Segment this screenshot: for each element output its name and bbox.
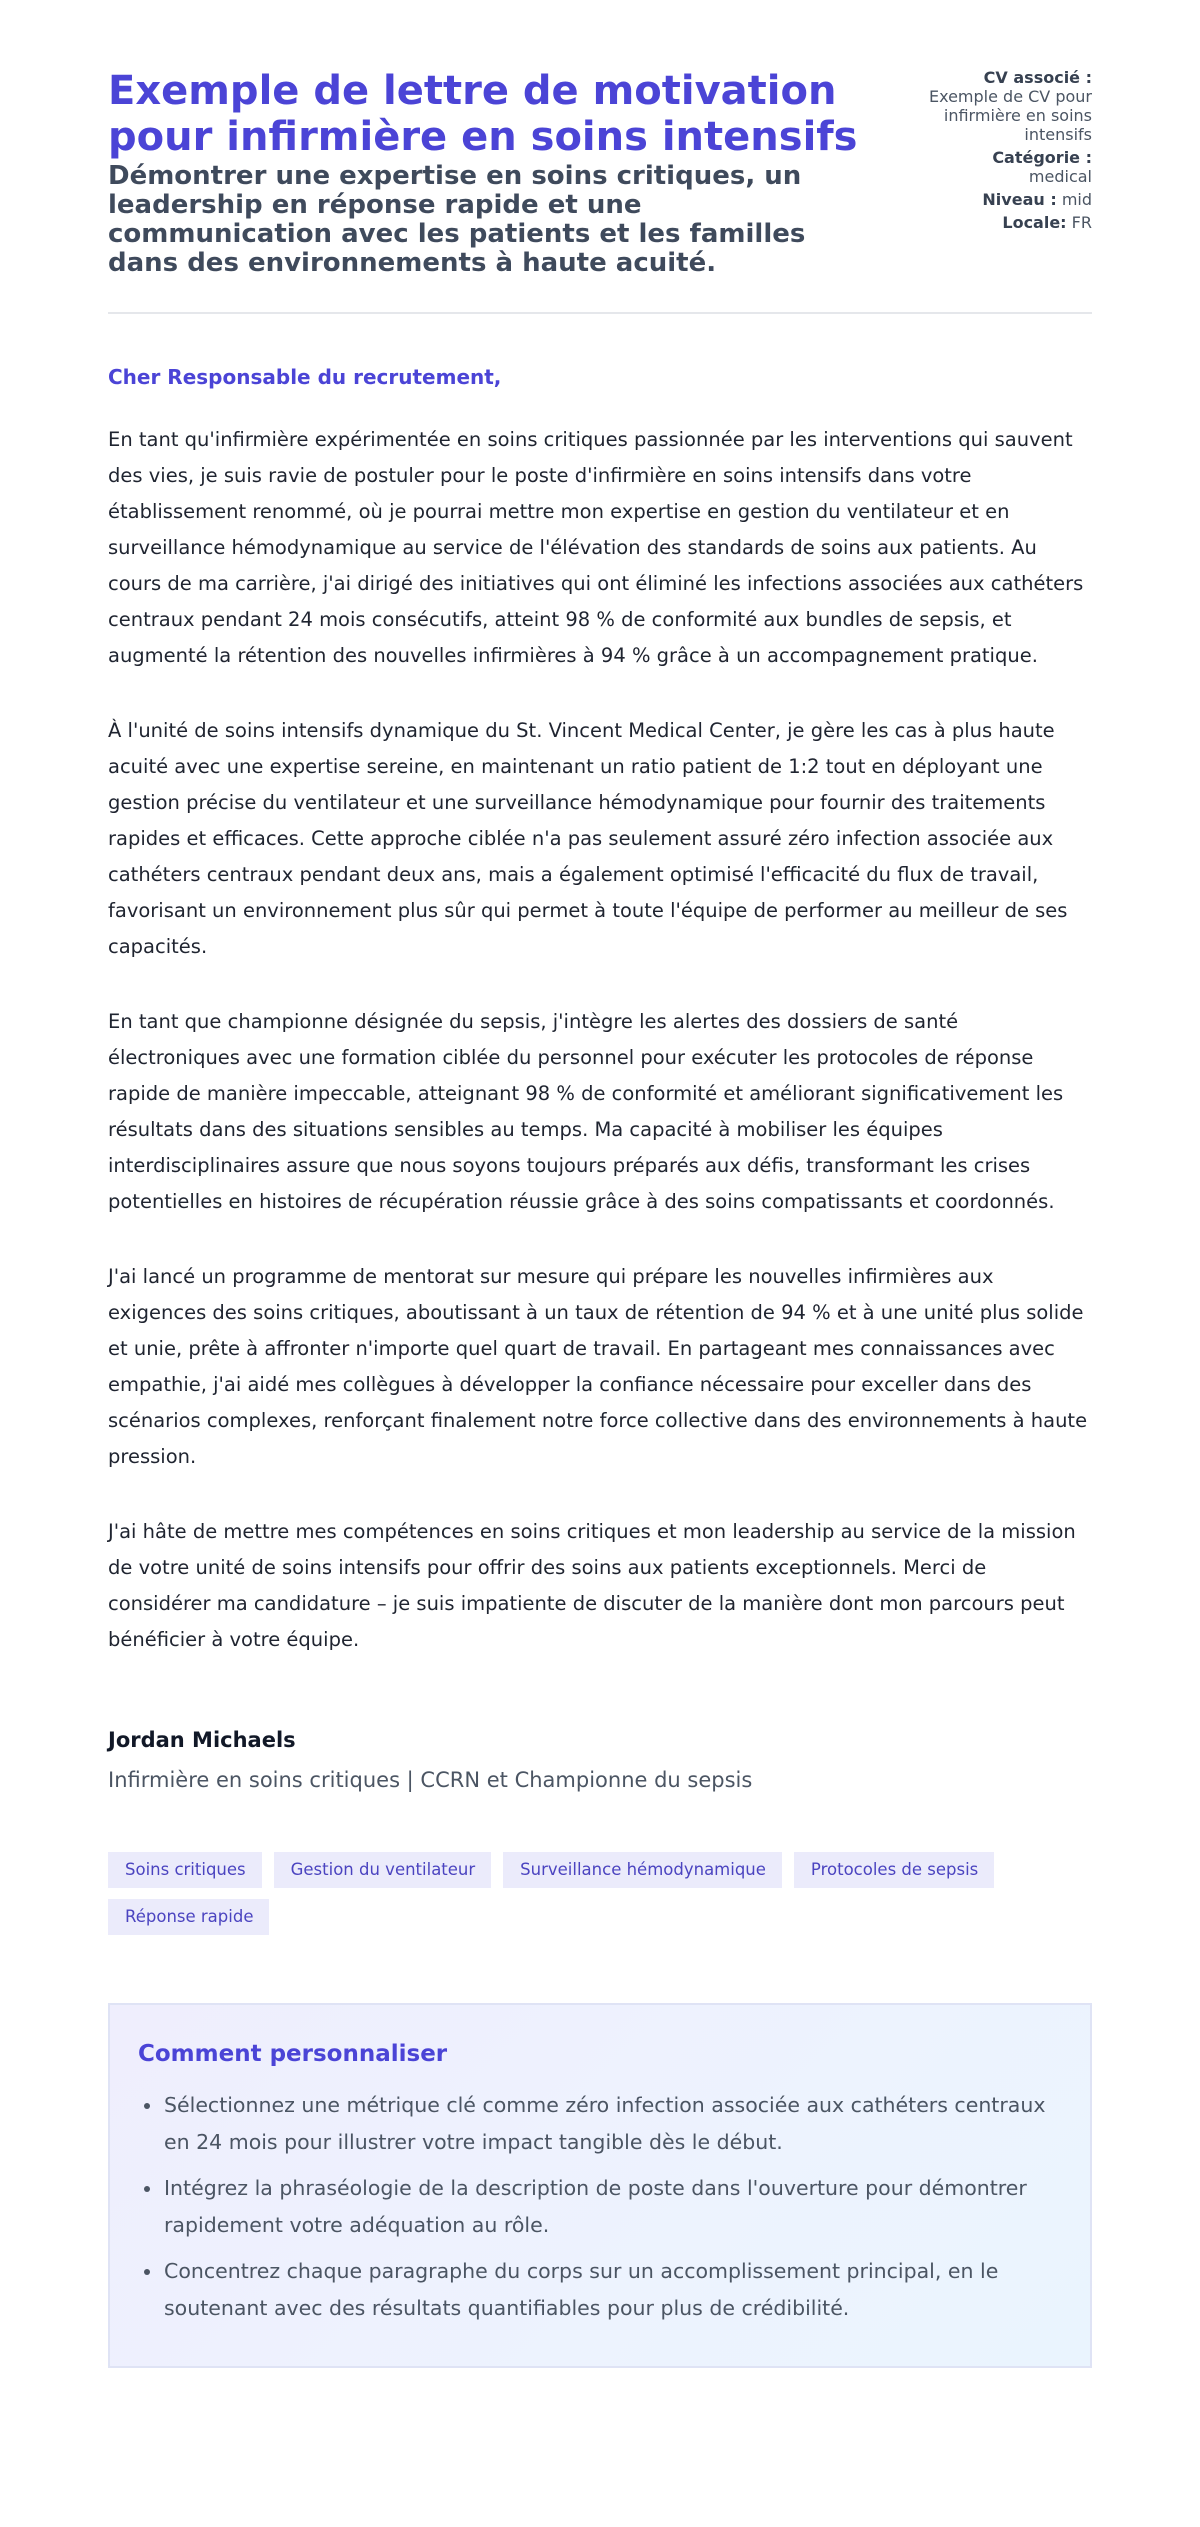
signature-title: Infirmière en soins critiques | CCRN et Championne du sepsis [108, 1768, 753, 1792]
letter-paragraph-2: À l'unité de soins intensifs dynamique du St. Vincent Medical Center, je gère les cas à plus haute acuité avec une expertise sereine, en maintenant un ratio patient de 1:2 tout en déployant une gestion précise du ventilateur et une surveillance hémodynamique pour fournir des traitements rapides et efficaces. Cette approche ciblée n'a pas seulement assuré zéro infection associée aux cathéters centraux pendant deux ans, mais a également optimisé l'efficacité du flux de travail, favorisant un environnement plus sûr qui permet à toute l'équipe de performer au meilleur de ses capacités. [108, 719, 1068, 958]
meta-locale-label: Locale: [1002, 213, 1067, 232]
letter-paragraph-3: En tant que championne désignée du sepsis, j'intègre les alertes des dossiers de santé électroniques avec une formation ciblée du personnel pour exécuter les protocoles de réponse rapide de manière impeccable, atteignant 98 % de conformité et améliorant significativement les résultats dans des situations sensibles au temps. Ma capacité à mobiliser les équipes interdisciplinaires assure que nous soyons toujours préparés aux défis, transformant les crises potentielles en histoires de récupération réussie grâce à des soins compatissants et coordonnés. [108, 1010, 1064, 1213]
tips-list [138, 2087, 1060, 2327]
meta-category-label: Catégorie : [992, 148, 1092, 167]
tip-item: Intégrez la phraséologie de la description de poste dans l'ouverture pour démontrer rapidement votre adéquation au rôle. [164, 2170, 1060, 2244]
page-title: Exemple de lettre de motivation pour infirmière en soins intensifs [108, 68, 858, 160]
letter-paragraph-1: En tant qu'infirmière expérimentée en soins critiques passionnée par les interventions qui sauvent des vies, je suis ravie de postuler pour le poste d'infirmière en soins intensifs dans votre établissement renommé, où je pourrai mettre mon expertise en gestion du ventilateur et en surveillance hémodynamique au service de l'élévation des standards de soins aux patients. Au cours de ma carrière, j'ai dirigé des initiatives qui ont éliminé les infections associées aux cathéters centraux pendant 24 mois consécutifs, atteint 98 % de conformité aux bundles de sepsis, et augmenté la rétention des nouvelles infirmières à 94 % grâce à un accompagnement pratique. [108, 428, 1084, 667]
skill-tags [108, 1852, 1092, 1935]
letter-paragraph-5: J'ai hâte de mettre mes compétences en soins critiques et mon leadership au service de la mission de votre unité de soins intensifs pour offrir des soins aux patients exceptionnels. Merci de considérer ma candidature – je suis impatiente de discuter de la manière dont mon parcours peut bénéficier à votre équipe. [108, 1520, 1076, 1651]
meta-level-label: Niveau : [982, 190, 1057, 209]
tips-title: Comment personnaliser [138, 2041, 448, 2067]
meta-category-value: medical [1028, 167, 1092, 186]
tag-gestion-ventilateur[interactable]: Gestion du ventilateur [274, 1852, 492, 1888]
meta-cv-label: CV associé : [983, 68, 1092, 87]
tag-reponse-rapide[interactable]: Réponse rapide [108, 1899, 269, 1935]
cover-letter-page [108, 0, 1092, 2424]
signature-name: Jordan Michaels [108, 1728, 296, 1752]
meta-cv [922, 68, 1092, 144]
meta-category [922, 148, 1092, 186]
tip-item: Concentrez chaque paragraphe du corps sur un accomplissement principal, en le soutenant avec des résultats quantifiables pour plus de crédibilité. [164, 2253, 1060, 2327]
meta-panel [922, 68, 1092, 236]
customization-tips-box [108, 2003, 1092, 2368]
letter-body [108, 364, 1092, 1658]
letter-paragraph-4: J'ai lancé un programme de mentorat sur mesure qui prépare les nouvelles infirmières aux exigences des soins critiques, aboutissant à un taux de rétention de 94 % et à une unité plus solide et unie, prête à affronter n'importe quel quart de travail. En partageant mes connaissances avec empathie, j'ai aidé mes collègues à développer la confiance nécessaire pour exceller dans des scénarios complexes, renforçant finalement notre force collective dans des environnements à haute pression. [108, 1265, 1088, 1468]
signature-block [108, 1726, 1092, 1794]
tag-surveillance-hemodynamique[interactable]: Surveillance hémodynamique [503, 1852, 782, 1888]
page-subtitle: Démontrer une expertise en soins critiques, un leadership en réponse rapide et une communication avec les patients et les familles dans des environnements à haute acuité. [108, 161, 806, 278]
tip-item: Sélectionnez une métrique clé comme zéro infection associée aux cathéters centraux en 24 mois pour illustrer votre impact tangible dès le début. [164, 2087, 1060, 2161]
meta-level-value: mid [1061, 190, 1092, 209]
tag-protocoles-sepsis[interactable]: Protocoles de sepsis [794, 1852, 994, 1888]
header-titles [108, 68, 868, 278]
page-header [108, 68, 1092, 314]
salutation: Cher Responsable du recrutement, [108, 365, 502, 389]
meta-locale-value: FR [1071, 213, 1092, 232]
meta-cv-value: Exemple de CV pour infirmière en soins intensifs [929, 87, 1092, 144]
tag-soins-critiques[interactable]: Soins critiques [108, 1852, 262, 1888]
meta-locale [922, 213, 1092, 232]
meta-level [922, 190, 1092, 209]
